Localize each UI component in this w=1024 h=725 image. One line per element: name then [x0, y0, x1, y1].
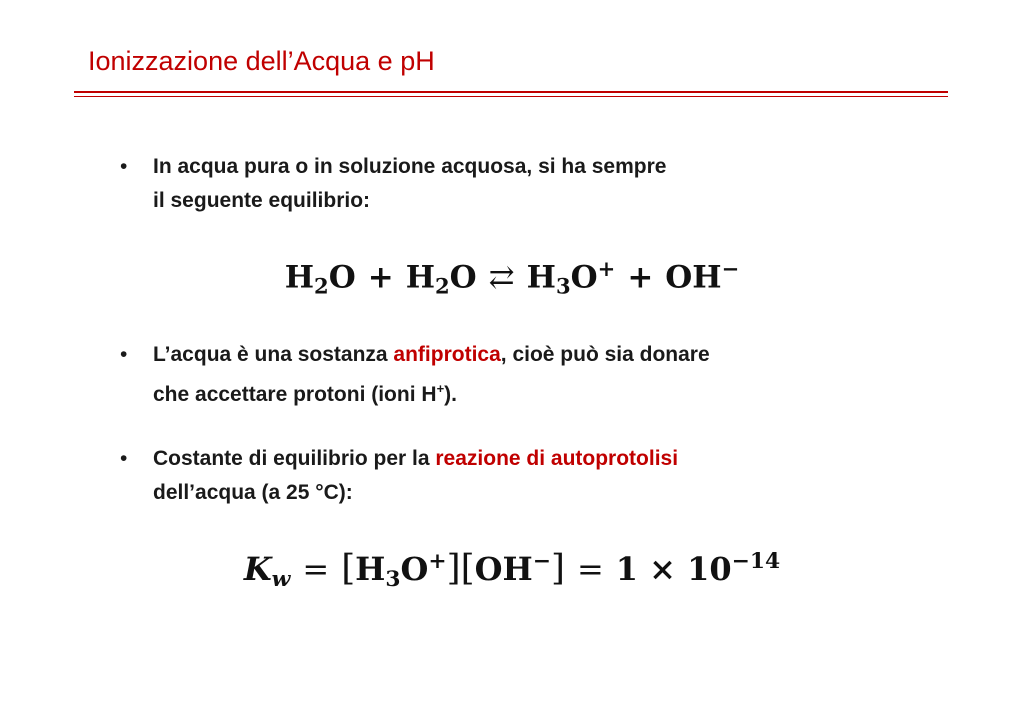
superscript: +	[436, 381, 445, 396]
eq-bracket: ]	[446, 548, 461, 589]
eq-subscript: w	[271, 567, 291, 593]
eq-symbol: OH	[665, 259, 722, 296]
bullet-line	[153, 372, 710, 412]
eq-symbol: H	[405, 259, 435, 296]
eq-arrow: ⇄	[488, 259, 515, 296]
eq-operator: +	[367, 259, 394, 296]
eq-value: 1 × 10	[615, 550, 732, 588]
eq-superscript: +	[428, 549, 447, 575]
eq-symbol: H	[526, 259, 556, 296]
bullet-text: Costante di equilibrio per la	[153, 447, 436, 470]
bullet-amphiprotic	[120, 338, 710, 412]
highlight-term: reazione di autoprotolisi	[435, 447, 679, 470]
eq-bracket: ]	[550, 548, 565, 589]
eq-symbol: OH	[474, 550, 533, 588]
eq-symbol: O	[400, 550, 429, 588]
eq-operator: +	[627, 259, 654, 296]
eq-subscript: 3	[385, 567, 401, 593]
eq-subscript: 2	[434, 273, 450, 299]
eq-exponent: −14	[731, 549, 781, 575]
bullet-line: il seguente equilibrio:	[153, 189, 371, 212]
eq-symbol: O	[570, 259, 598, 296]
bullet-line	[153, 338, 710, 372]
eq-subscript: 2	[314, 273, 329, 299]
eq-superscript: +	[597, 256, 616, 281]
kw-equation	[0, 548, 1024, 592]
title-rule-thin	[74, 96, 948, 97]
bullet-line: dell’acqua (a 25 °C):	[153, 481, 353, 504]
bullet-dot: •	[120, 343, 128, 366]
eq-operator: =	[576, 550, 604, 588]
eq-subscript: 3	[555, 273, 571, 299]
eq-symbol: H	[355, 550, 386, 588]
bullet-text: , cioè può sia donare	[500, 343, 710, 366]
eq-symbol: K	[243, 550, 272, 588]
eq-symbol: O	[328, 259, 356, 296]
bullet-dot: •	[120, 155, 128, 178]
bullet-line	[153, 442, 678, 476]
eq-bracket: [	[341, 548, 356, 589]
equilibrium-equation	[0, 256, 1024, 298]
bullet-autoprotolysis	[120, 442, 678, 510]
bullet-dot: •	[120, 447, 128, 470]
bullet-text: ).	[444, 382, 457, 406]
bullet-text: L’acqua è una sostanza	[153, 343, 394, 366]
title-rule-thick	[74, 91, 948, 93]
eq-operator: =	[302, 550, 330, 588]
eq-symbol: O	[449, 259, 477, 296]
bullet-equilibrium	[120, 150, 666, 218]
eq-superscript: −	[532, 549, 551, 575]
eq-superscript: −	[721, 256, 740, 281]
eq-bracket: [	[460, 548, 475, 589]
highlight-term: anfiprotica	[393, 343, 501, 366]
bullet-text: che accettare protoni (ioni H	[153, 382, 437, 406]
eq-symbol: H	[284, 259, 315, 296]
slide-title: Ionizzazione dell’Acqua e pH	[88, 46, 435, 76]
bullet-line: In acqua pura o in soluzione acquosa, si ha sempre	[153, 155, 667, 178]
